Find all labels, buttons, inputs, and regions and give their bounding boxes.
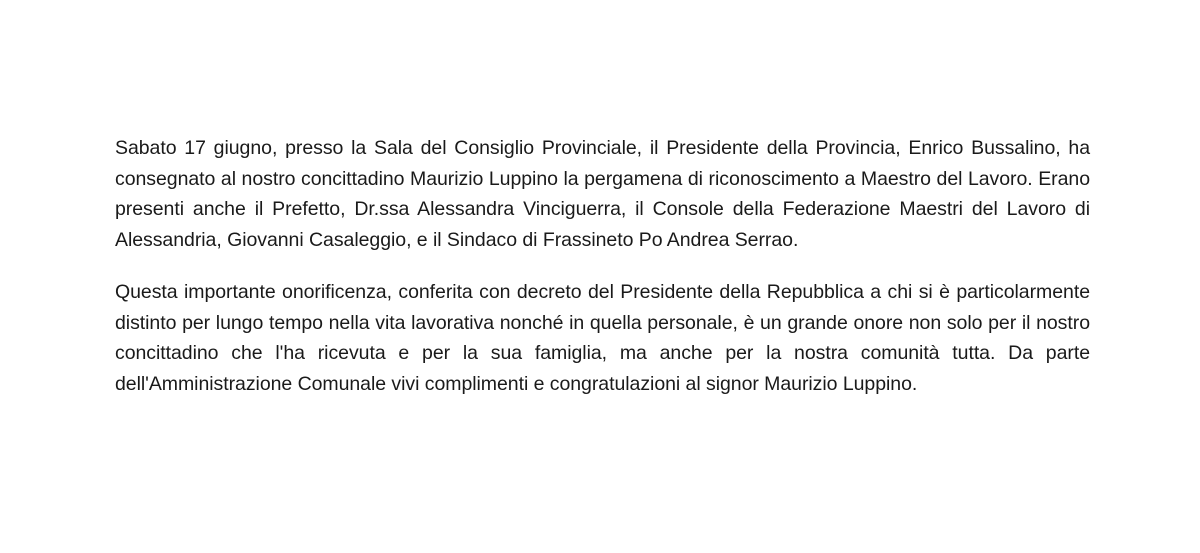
- document-body: [115, 133, 1090, 399]
- paragraph: Sabato 17 giugno, presso la Sala del Consiglio Provinciale, il Presidente della Provincia, Enrico Bussalino, ha consegnato al nostro concittadino Maurizio Luppino la pergamena di riconoscimento a Maestro del Lavoro. Erano presenti anche il Prefetto, Dr.ssa Alessandra Vinciguerra, il Console della Federazione Maestri del Lavoro di Alessandria, Giovanni Casaleggio, e il Sindaco di Frassineto Po Andrea Serrao.: [115, 137, 1090, 251]
- paragraph: Questa importante onorificenza, conferita con decreto del Presidente della Repubblica a chi si è particolarmente distinto per lungo tempo nella vita lavorativa nonché in quella personale, è un grande onore non solo per il nostro concittadino che l'ha ricevuta e per la sua famiglia, ma anche per la nostra comunità tutta. Da parte dell'Amministrazione Comunale vivi complimenti e congratulazioni al signor Maurizio Luppino.: [115, 281, 1090, 395]
